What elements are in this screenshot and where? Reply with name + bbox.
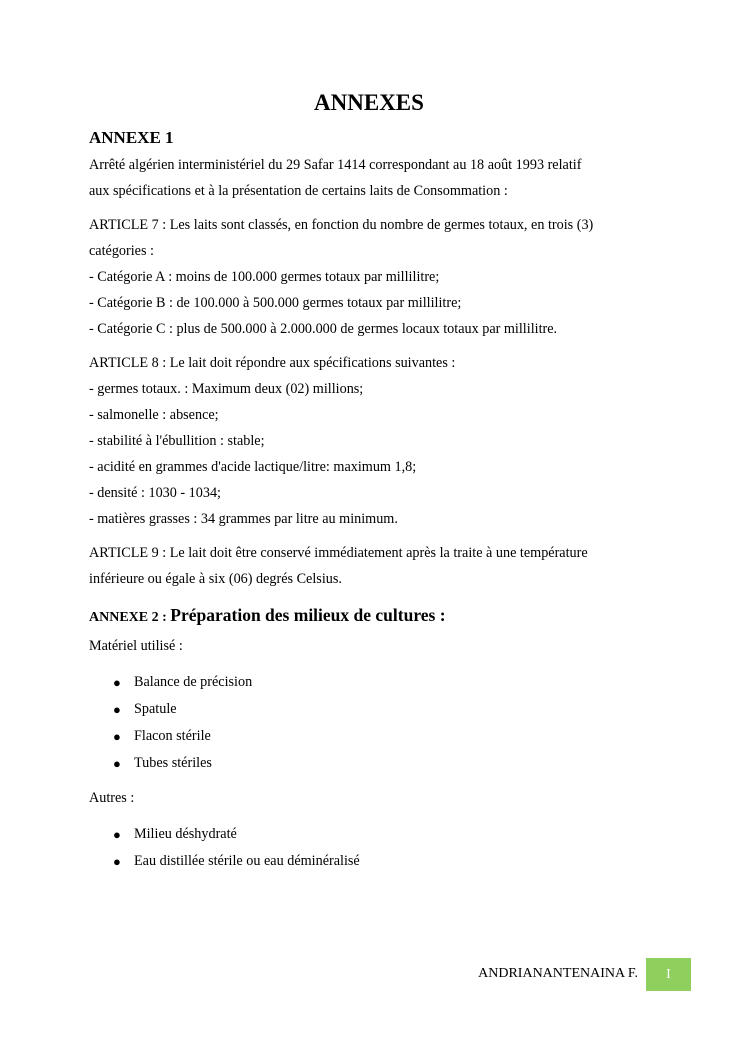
article8-line: - acidité en grammes d'acide lactique/litre: maximum 1,8;	[89, 459, 417, 475]
materiel-label: Matériel utilisé :	[89, 638, 183, 654]
article7-line: - Catégorie A : moins de 100.000 germes totaux par millilitre;	[89, 269, 440, 285]
list-item	[89, 750, 649, 777]
document-page	[89, 88, 649, 883]
autres-label: Autres :	[89, 790, 135, 806]
article8-line: - salmonelle : absence;	[89, 407, 219, 423]
list-item-text: Spatule	[134, 701, 177, 717]
list-item	[89, 821, 649, 848]
article7-line: ARTICLE 7 : Les laits sont classés, en fonction du nombre de germes totaux, en trois (3)	[89, 217, 594, 233]
annexe2-heading-title: Préparation des milieux de cultures :	[170, 605, 446, 625]
list-item-text: Eau distillée stérile ou eau déminéralisé	[134, 853, 360, 869]
article7-line: catégories :	[89, 243, 154, 259]
bullet-icon: ●	[113, 702, 121, 717]
list-item-text: Milieu déshydraté	[134, 826, 237, 842]
list-item	[89, 669, 649, 696]
list-item	[89, 848, 649, 875]
autres-list	[89, 821, 649, 875]
intro-line: Arrêté algérien interministériel du 29 Safar 1414 correspondant au 18 août 1993 relatif	[89, 157, 582, 173]
bullet-icon: ●	[113, 827, 121, 842]
article8-line: - matières grasses : 34 grammes par litre au minimum.	[89, 511, 398, 527]
annexe2-heading-label: ANNEXE 2 :	[89, 610, 171, 625]
list-item-text: Balance de précision	[134, 674, 253, 690]
bullet-icon: ●	[113, 854, 121, 869]
article9-line: inférieure ou égale à six (06) degrés Celsius.	[89, 571, 342, 587]
list-item	[89, 696, 649, 723]
article8-line: - germes totaux. : Maximum deux (02) millions;	[89, 381, 364, 397]
article8	[89, 350, 649, 532]
article7	[89, 212, 649, 342]
bullet-icon: ●	[113, 756, 121, 771]
article8-line: ARTICLE 8 : Le lait doit répondre aux spécifications suivantes :	[89, 355, 456, 371]
article8-line: - stabilité à l'ébullition : stable;	[89, 433, 265, 449]
list-item-text: Tubes stériles	[134, 755, 212, 771]
annexe2-heading	[89, 602, 649, 631]
intro-line: aux spécifications et à la présentation de certains laits de Consommation :	[89, 183, 508, 199]
article9-line: ARTICLE 9 : Le lait doit être conservé immédiatement après la traite à une température	[89, 545, 588, 561]
annexe1-intro	[89, 152, 649, 204]
annexe1-heading: ANNEXE 1	[89, 128, 174, 147]
bullet-icon: ●	[113, 675, 121, 690]
footer-author: ANDRIANANTENAINA F.	[478, 966, 638, 981]
materiel-list	[89, 669, 649, 777]
article8-line: - densité : 1030 - 1034;	[89, 485, 222, 501]
list-item-text: Flacon stérile	[134, 728, 211, 744]
bullet-icon: ●	[113, 729, 121, 744]
page-title: ANNEXES	[314, 90, 424, 115]
page-number-badge: I	[646, 958, 691, 991]
list-item	[89, 723, 649, 750]
article7-line: - Catégorie B : de 100.000 à 500.000 germes totaux par millilitre;	[89, 295, 462, 311]
article7-line: - Catégorie C : plus de 500.000 à 2.000.000 de germes locaux totaux par millilitre.	[89, 321, 558, 337]
article9	[89, 540, 649, 592]
